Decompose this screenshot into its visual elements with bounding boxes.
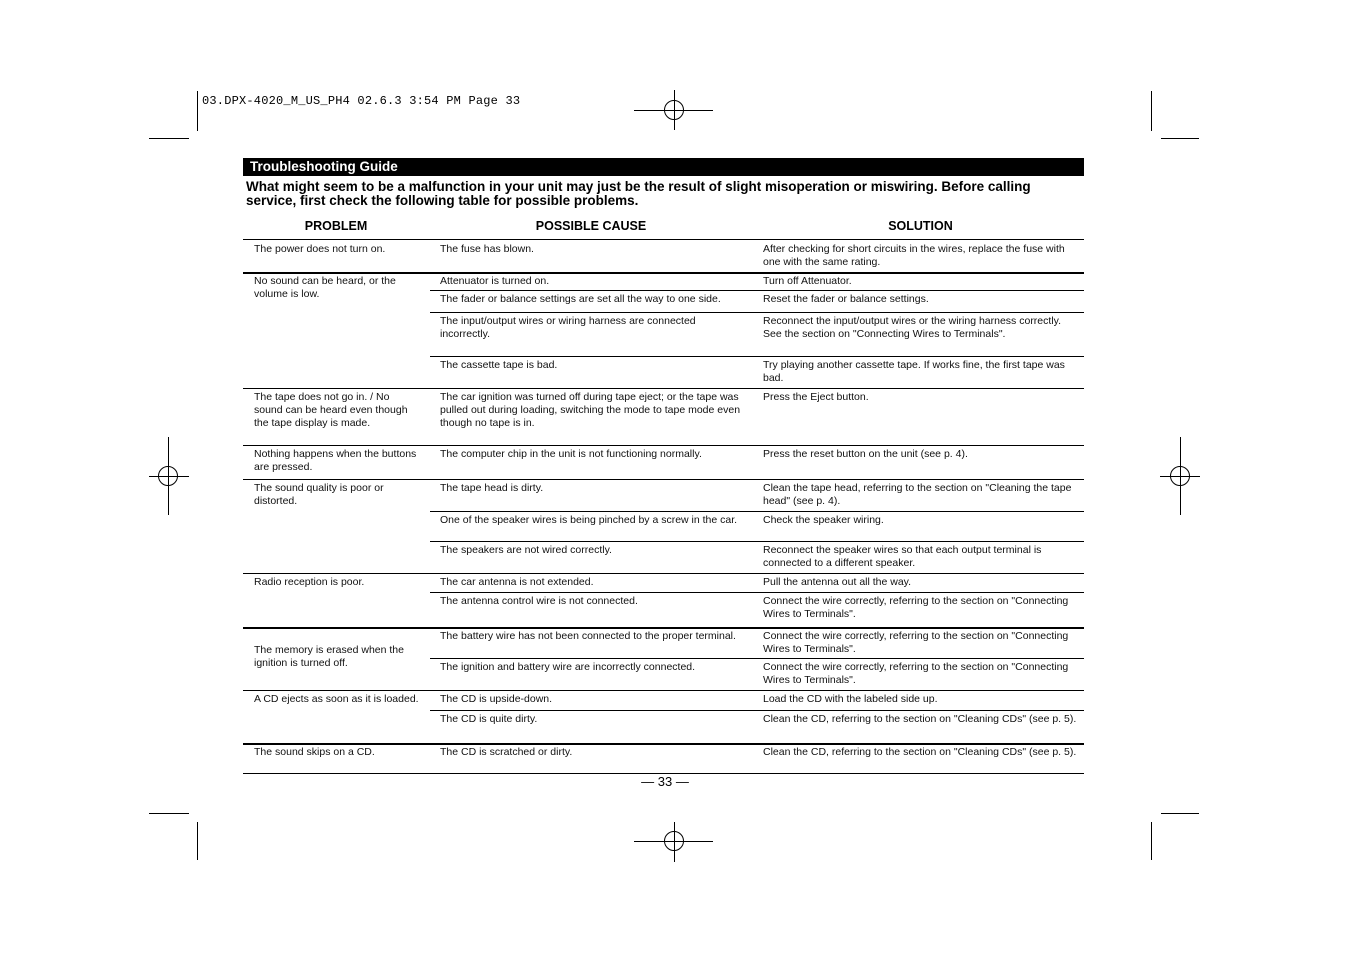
row-rule (430, 312, 1084, 313)
intro-text: What might seem to be a malfunction in your unit may just be the result of slight misoperation or miswiring. Before calling service, first check the following table for possible problems. (246, 179, 1031, 208)
cause-cell: The fuse has blown. (440, 243, 534, 255)
cause-cell: Attenuator is turned on. (440, 275, 550, 287)
row-rule (430, 592, 1084, 593)
print-slug: 03.DPX-4020_M_US_PH4 02.6.3 3:54 PM Page 33 (202, 94, 521, 108)
column-header-solution: SOLUTION (888, 219, 953, 233)
row-rule (430, 511, 1084, 512)
column-header-cause: POSSIBLE CAUSE (535, 219, 647, 233)
solution-cell: Clean the CD, referring to the section on "Cleaning CDs" (see p. 5). (763, 746, 1077, 758)
row-group-rule (243, 445, 1084, 446)
solution-cell: Connect the wire correctly, referring to the section on "Connecting Wires to Terminals". (763, 630, 1069, 655)
cause-cell: One of the speaker wires is being pinched by a screw in the car. (440, 514, 738, 526)
cause-cell: The cassette tape is bad. (440, 359, 558, 371)
cause-cell: The input/output wires or wiring harness are connected incorrectly. (440, 315, 696, 340)
solution-cell: Load the CD with the labeled side up. (763, 693, 938, 705)
row-rule (430, 356, 1084, 357)
row-group-rule (243, 690, 1084, 691)
cause-cell: The tape head is dirty. (440, 482, 544, 494)
problem-cell: Nothing happens when the buttons are pressed. (254, 448, 417, 473)
cause-cell: The speakers are not wired correctly. (440, 544, 612, 556)
cause-cell: The ignition and battery wire are incorrectly connected. (440, 661, 696, 673)
section-header (243, 158, 1084, 176)
column-header-problem: PROBLEM (304, 219, 368, 233)
problem-cell: The power does not turn on. (254, 243, 386, 255)
cause-cell: The CD is upside-down. (440, 693, 553, 705)
solution-cell: Reconnect the input/output wires or the wiring harness correctly. See the section on "Connecting Wires to Terminals". (763, 315, 1062, 340)
solution-cell: Connect the wire correctly, referring to the section on "Connecting Wires to Terminals". (763, 595, 1069, 620)
solution-cell: Try playing another cassette tape. If works fine, the first tape was bad. (763, 359, 1065, 384)
problem-cell: The sound quality is poor or distorted. (254, 482, 384, 507)
cause-cell: The battery wire has not been connected to the proper terminal. (440, 630, 736, 642)
solution-cell: Check the speaker wiring. (763, 514, 884, 526)
row-rule (430, 541, 1084, 542)
cause-cell: The antenna control wire is not connected. (440, 595, 638, 607)
solution-cell: Clean the CD, referring to the section on "Cleaning CDs" (see p. 5). (763, 713, 1077, 725)
row-group-rule (243, 272, 1084, 274)
problem-cell: The sound skips on a CD. (254, 746, 375, 758)
row-group-rule (243, 743, 1084, 745)
problem-cell: A CD ejects as soon as it is loaded. (254, 693, 419, 705)
cause-cell: The CD is quite dirty. (440, 713, 538, 725)
solution-cell: Press the reset button on the unit (see p. 4). (763, 448, 968, 460)
cause-cell: The car antenna is not extended. (440, 576, 594, 588)
page-number: — 33 — (641, 774, 689, 789)
row-group-rule (243, 388, 1084, 389)
solution-cell: Clean the tape head, referring to the section on "Cleaning the tape head" (see p. 4). (763, 482, 1072, 507)
row-rule (430, 290, 1084, 291)
row-rule (430, 710, 1084, 711)
section-title: Troubleshooting Guide (250, 159, 398, 174)
solution-cell: Connect the wire correctly, referring to the section on "Connecting Wires to Terminals". (763, 661, 1069, 686)
cause-cell: The car ignition was turned off during tape eject; or the tape was pulled out during loading, switching the mode to tape mode even though no tape is in. (440, 391, 741, 429)
problem-cell: Radio reception is poor. (254, 576, 365, 588)
row-group-rule (243, 479, 1084, 480)
cause-cell: The computer chip in the unit is not functioning normally. (440, 448, 702, 460)
row-group-rule (243, 573, 1084, 574)
problem-cell: No sound can be heard, or the volume is low. (254, 275, 396, 300)
problem-cell: The tape does not go in. / No sound can be heard even though the tape display is made. (254, 391, 408, 429)
row-rule (430, 658, 1084, 659)
solution-cell: Press the Eject button. (763, 391, 869, 403)
table-top-rule (243, 239, 1084, 240)
solution-cell: Turn off Attenuator. (763, 275, 852, 287)
cause-cell: The fader or balance settings are set all the way to one side. (440, 293, 721, 305)
solution-cell: Pull the antenna out all the way. (763, 576, 912, 588)
solution-cell: After checking for short circuits in the wires, replace the fuse with one with the same rating. (763, 243, 1065, 268)
problem-cell: The memory is erased when the ignition is turned off. (254, 644, 404, 669)
solution-cell: Reconnect the speaker wires so that each output terminal is connected to a different speaker. (763, 544, 1042, 569)
solution-cell: Reset the fader or balance settings. (763, 293, 929, 305)
row-group-rule (243, 627, 1084, 629)
cause-cell: The CD is scratched or dirty. (440, 746, 573, 758)
